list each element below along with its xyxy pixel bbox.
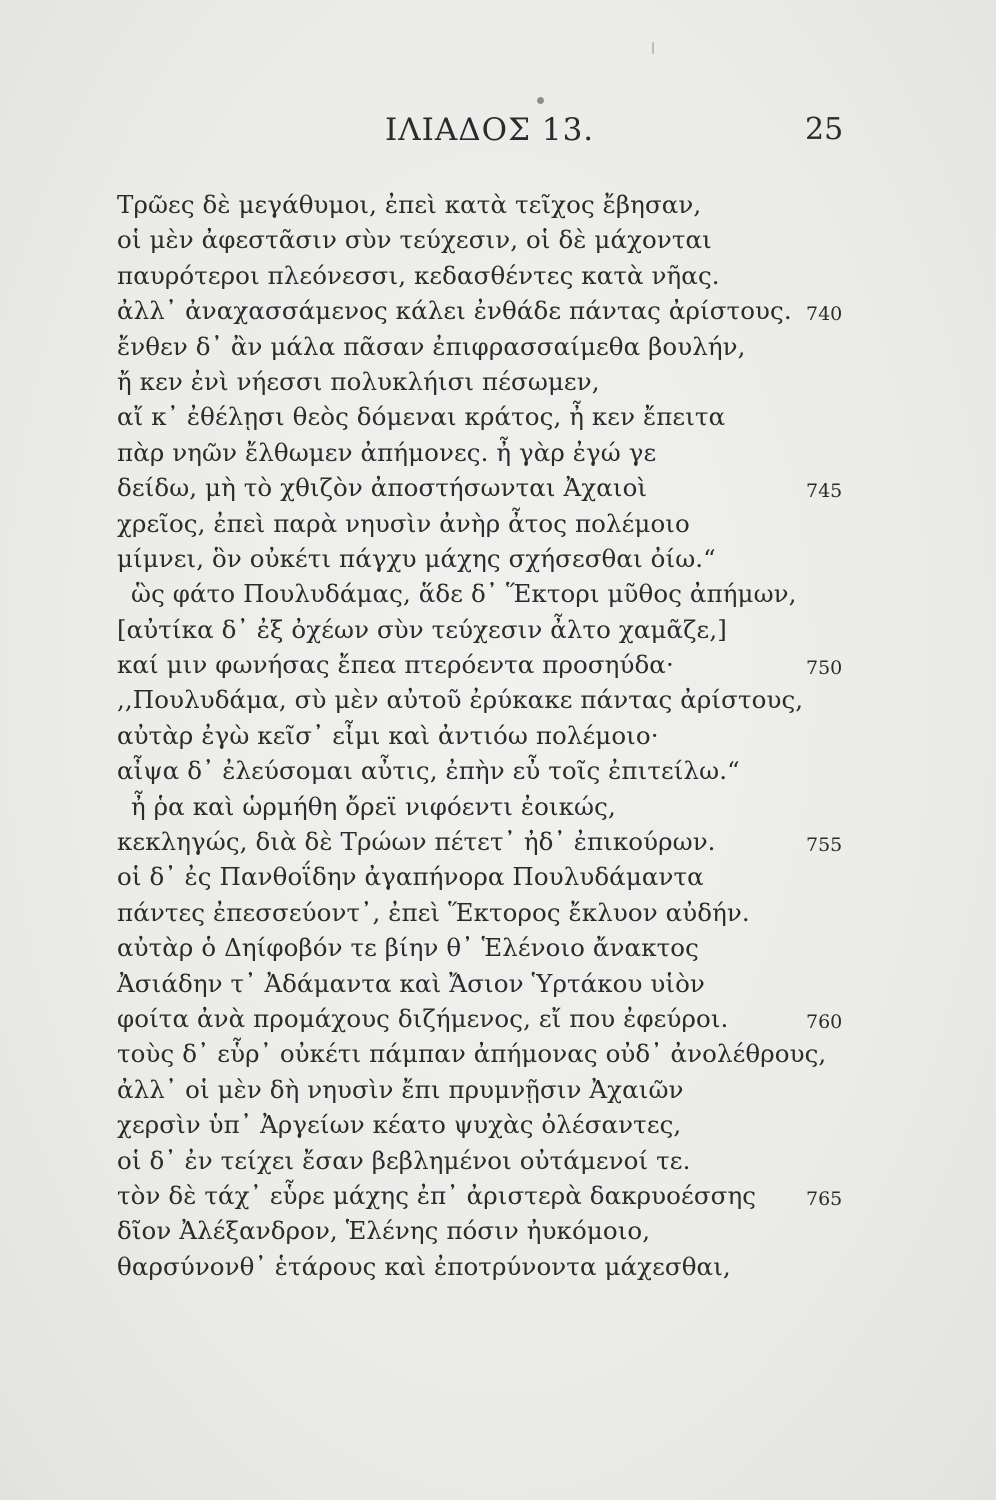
verse-line <box>0 650 996 685</box>
verse-text: μίμνει, ὃν οὐκέτι πάγχυ μάχης σχήσεσθαι ὀίω.“ <box>117 543 716 573</box>
verse-text: ἀλλ᾽ οἱ μὲν δὴ νηυσὶν ἔπι πρυμνῇσιν Ἀχαιῶν <box>117 1074 684 1104</box>
verse-line <box>0 332 996 367</box>
verse-line <box>0 1216 996 1251</box>
verse-line <box>0 792 996 827</box>
verse-text: ἦ ῥα καὶ ὡρμήθη ὄρεϊ νιφόεντι ἐοικώς, <box>131 791 616 821</box>
verse-text: τοὺς δ᾽ εὗρ᾽ οὐκέτι πάμπαν ἀπήμονας οὐδ᾽ ἀνολέθρους, <box>117 1039 827 1069</box>
verse-text: αἶψα δ᾽ ἐλεύσομαι αὖτις, ἐπὴν εὖ τοῖς ἐπιτείλω.“ <box>117 756 740 786</box>
verse-text: τὸν δὲ τάχ᾽ εὗρε μάχης ἐπ᾽ ἀριστερὰ δακρυοέσσης <box>117 1180 757 1210</box>
verse-line <box>0 1004 996 1039</box>
verse-text: Τρῶες δὲ μεγάθυμοι, ἐπεὶ κατὰ τεῖχος ἔβησαν, <box>117 190 702 219</box>
verse-text: δῖον Ἀλέξανδρον, Ἑλένης πόσιν ἠυκόμοιο, <box>117 1216 651 1246</box>
running-head <box>0 112 996 162</box>
line-number: 765 <box>806 1187 843 1210</box>
verse-line <box>0 969 996 1004</box>
page-number: 25 <box>805 112 844 147</box>
verse-text: οἱ δ᾽ ἐς Πανθοΐδην ἀγαπήνορα Πουλυδάμαντα <box>117 862 704 892</box>
verse-text: κεκληγώς, διὰ δὲ Τρώων πέτετ᾽ ἠδ᾽ ἐπικούρων. <box>117 827 716 857</box>
page-title: ΙΛΙΑΔΟΣ 13. <box>385 112 595 148</box>
verse-line <box>0 721 996 756</box>
verse-text: αὐτὰρ ὁ Δηίφοβόν τε βίην θ᾽ Ἑλένοιο ἄνακτος <box>117 933 699 963</box>
line-number: 760 <box>806 1010 843 1033</box>
verse-text: θαρσύνονθ᾽ ἑτάρους καὶ ἐποτρύνοντα μάχεσθαι, <box>117 1251 731 1281</box>
verse-line <box>0 579 996 614</box>
ink-speck <box>537 97 544 104</box>
verse-line <box>0 898 996 933</box>
line-number: 750 <box>806 657 843 680</box>
verse-line <box>0 225 996 260</box>
verse-line <box>0 473 996 508</box>
verse-line <box>0 862 996 897</box>
verse-text: χρεῖος, ἐπεὶ παρὰ νηυσὶν ἀνὴρ ἆτος πολέμοιο <box>117 508 690 538</box>
verse-text: ἔνθεν δ᾽ ἂν μάλα πᾶσαν ἐπιφρασσαίμεθα βουλήν, <box>117 331 746 361</box>
verse-block <box>0 190 996 1287</box>
verse-line <box>0 1181 996 1216</box>
verse-line <box>0 261 996 296</box>
verse-text: χερσὶν ὑπ᾽ Ἀργείων κέατο ψυχὰς ὀλέσαντες, <box>117 1110 682 1140</box>
line-number: 745 <box>806 480 843 503</box>
verse-line <box>0 402 996 437</box>
verse-text: ἤ κεν ἐνὶ νήεσσι πολυκλήισι πέσωμεν, <box>117 366 600 396</box>
line-number: 755 <box>806 834 843 857</box>
verse-text: ὣς φάτο Πουλυδάμας, ἅδε δ᾽ Ἕκτορι μῦθος ἀπήμων, <box>131 579 797 609</box>
verse-line <box>0 1252 996 1287</box>
verse-text: οἱ δ᾽ ἐν τείχει ἔσαν βεβλημένοι οὐτάμενοί τε. <box>117 1145 691 1175</box>
line-number: 740 <box>806 303 843 326</box>
verse-text: παυρότεροι πλεόνεσσι, κεδασθέντες κατὰ νῆας. <box>117 260 720 290</box>
verse-line <box>0 1146 996 1181</box>
verse-line <box>0 685 996 720</box>
verse-line <box>0 756 996 791</box>
verse-text: δείδω, μὴ τὸ χθιζὸν ἀποστήσωνται Ἀχαιοὶ <box>117 473 648 503</box>
verse-line <box>0 296 996 331</box>
verse-text: πάντες ἐπεσσεύοντ᾽, ἐπεὶ Ἕκτορος ἔκλυον αὐδήν. <box>117 897 750 927</box>
verse-line <box>0 827 996 862</box>
verse-line <box>0 509 996 544</box>
verse-line <box>0 190 996 225</box>
verse-line <box>0 1110 996 1145</box>
verse-line <box>0 933 996 968</box>
verse-line <box>0 1039 996 1074</box>
verse-text: οἱ μὲν ἀφεστᾶσιν σὺν τεύχεσιν, οἱ δὲ μάχονται <box>117 225 712 255</box>
verse-line <box>0 1075 996 1110</box>
verse-text: πὰρ νηῶν ἔλθωμεν ἀπήμονες. ἦ γὰρ ἐγώ γε <box>117 437 657 467</box>
verse-line <box>0 615 996 650</box>
verse-text: ,,Πουλυδάμα, σὺ μὲν αὐτοῦ ἐρύκακε πάντας ἀρίστους, <box>117 685 804 715</box>
verse-line <box>0 544 996 579</box>
verse-line <box>0 367 996 402</box>
verse-text: Ἀσιάδην τ᾽ Ἀδάμαντα καὶ Ἄσιον Ὑρτάκου υἱὸν <box>117 968 705 998</box>
verse-text: καί μιν φωνήσας ἔπεα πτερόεντα προσηύδα· <box>117 650 674 680</box>
ink-speck <box>652 42 654 54</box>
verse-text: αὐτὰρ ἐγὼ κεῖσ᾽ εἶμι καὶ ἀντιόω πολέμοιο· <box>117 720 659 750</box>
verse-text: ἀλλ᾽ ἀναχασσάμενος κάλει ἐνθάδε πάντας ἀρίστους. <box>117 296 792 326</box>
verse-line <box>0 438 996 473</box>
verse-text: [αὐτίκα δ᾽ ἐξ ὀχέων σὺν τεύχεσιν ἆλτο χαμᾶζε,] <box>117 614 727 644</box>
verse-text: αἴ κ᾽ ἐθέλῃσι θεὸς δόμεναι κράτος, ἦ κεν ἔπειτα <box>117 402 726 432</box>
verse-text: φοίτα ἀνὰ προμάχους διζήμενος, εἴ που ἐφεύροι. <box>117 1003 729 1033</box>
